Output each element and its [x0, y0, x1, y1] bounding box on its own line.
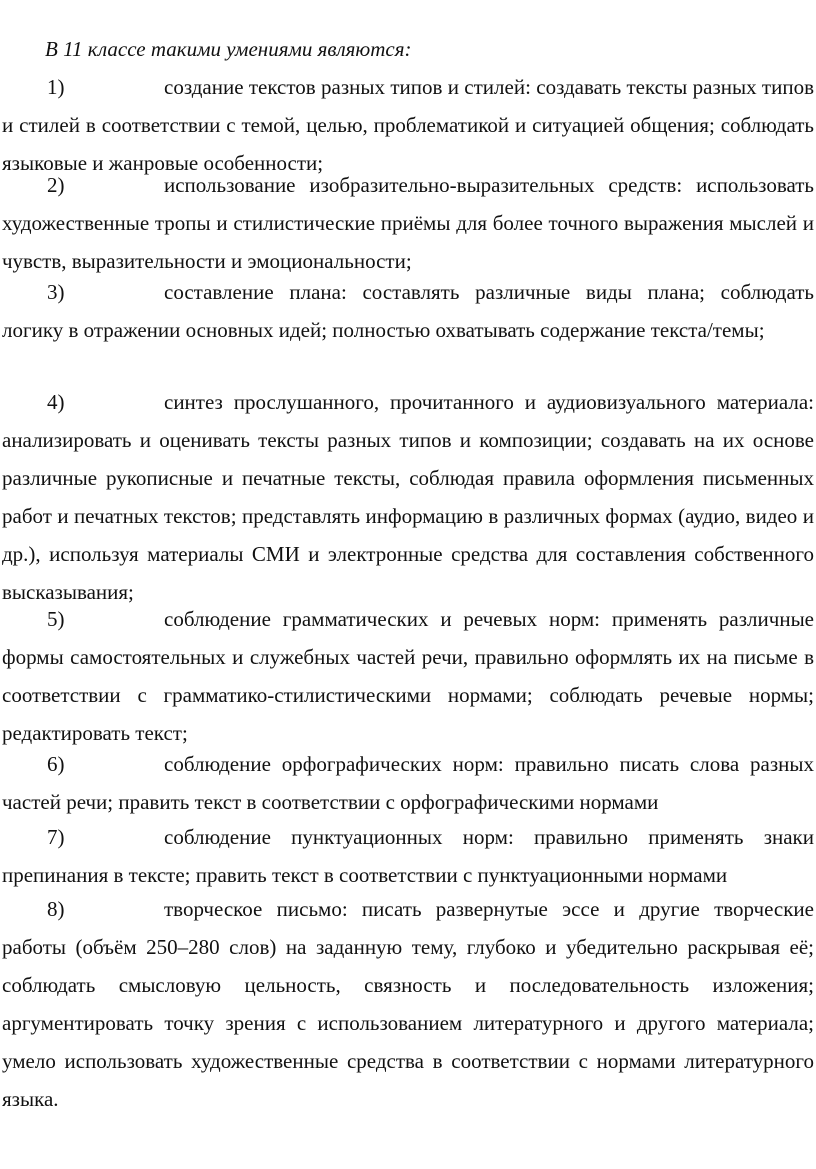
list-item-3	[2, 273, 814, 349]
item-text-5: соблюдение грамматических и речевых норм: применять различные формы самостоятельных и служебных частей речи, правильно оформлять их на письме в соответствии с грамматико-стилистическими нормами; соблюдать речевые нормы; редактировать текст;	[2, 607, 814, 745]
item-number-5: 5)	[47, 607, 65, 631]
item-text-1: создание текстов разных типов и стилей: создавать тексты разных типов и стилей в соответствии с темой, целью, проблематикой и ситуацией общения; соблюдать языковые и жанровые особенности;	[2, 75, 814, 175]
item-number-3: 3)	[47, 280, 65, 304]
item-number-7: 7)	[47, 825, 65, 849]
item-text-4: синтез прослушанного, прочитанного и аудиовизуального материала: анализировать и оценивать тексты разных типов и композиции; создавать на их основе различные рукописные и печатные тексты, соблюдая правила оформления письменных работ и печатных текстов; представлять информацию в различных формах (аудио, видео и др.), используя материалы СМИ и электронные средства для составления собственного высказывания;	[2, 390, 814, 604]
list-item-7	[2, 818, 814, 894]
item-text-6: соблюдение орфографических норм: правильно писать слова разных частей речи; править текст в соответствии с орфографическими нормами	[2, 752, 814, 814]
item-number-4: 4)	[47, 390, 65, 414]
intro-line: В 11 классе такими умениями являются:	[45, 37, 412, 61]
list-item-2	[2, 166, 814, 280]
item-text-7: соблюдение пунктуационных норм: правильно применять знаки препинания в тексте; править текст в соответствии с пунктуационными нормами	[2, 825, 814, 887]
item-number-6: 6)	[47, 752, 65, 776]
item-text-8: творческое письмо: писать развернутые эссе и другие творческие работы (объём 250–280 слов) на заданную тему, глубоко и убедительно раскрывая её; соблюдать смысловую цельность, связность и последовательность изложения; аргументировать точку зрения с использованием литературного и другого материала; умело использовать художественные средства в соответствии с нормами литературного языка.	[2, 897, 814, 1111]
item-number-1: 1)	[47, 75, 65, 99]
item-text-2: использование изобразительно-выразительных средств: использовать художественные тропы и стилистические приёмы для более точного выражения мыслей и чувств, выразительности и эмоциональности;	[2, 173, 814, 273]
list-item-6	[2, 745, 814, 821]
list-item-4	[2, 383, 814, 611]
item-number-8: 8)	[47, 897, 65, 921]
item-number-2: 2)	[47, 173, 65, 197]
item-text-3: составление плана: составлять различные виды плана; соблюдать логику в отражении основных идей; полностью охватывать содержание текста/темы;	[2, 280, 814, 342]
list-item-5	[2, 600, 814, 752]
list-item-1	[2, 68, 814, 182]
list-item-8	[2, 890, 814, 1118]
